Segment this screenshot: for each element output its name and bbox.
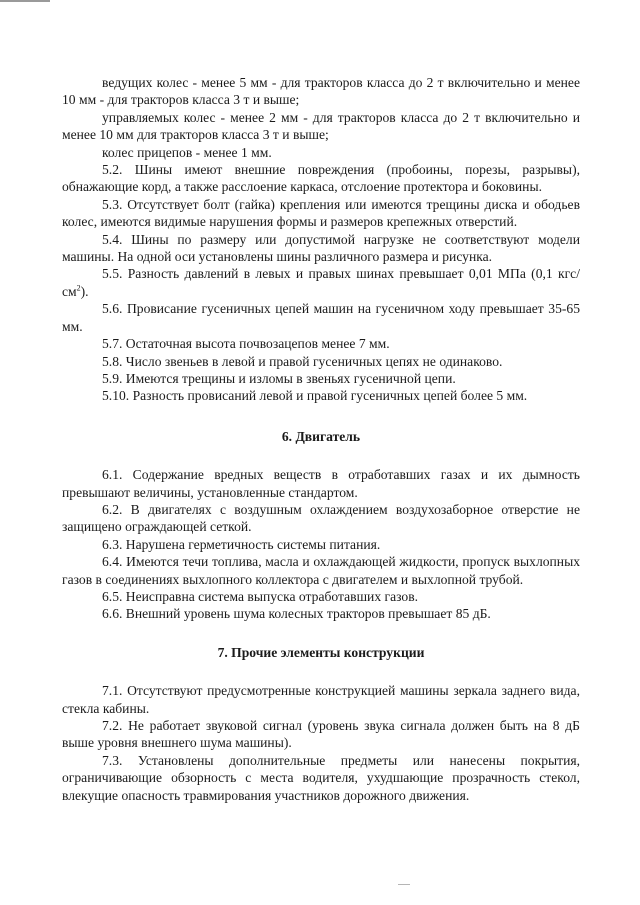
paragraph-5-2: 5.2. Шины имеют внешние повреждения (пробоины, порезы, разрывы), обнажающие корд, а также расслоение каркаса, отслоение протектора и боковины. — [62, 162, 580, 195]
section-heading-engine: 6. Двигатель — [281, 428, 361, 444]
paragraph-5-4: 5.4. Шины по размеру или допустимой нагрузке не соответствуют модели машины. На одной оси установлены шины различного размера и рисунка. — [62, 231, 580, 265]
paragraph-6-2: 6.2. В двигателях с воздушным охлаждением воздухозаборное отверстие не защищено ограждающей сеткой. — [62, 501, 580, 535]
superscript-2: 2 — [76, 283, 81, 293]
paragraph-5-5-text: 5.5. Разность давлений в левых и правых шинах превышает 0,01 МПа (0,1 кгс/см — [62, 266, 580, 299]
section-heading-other-elements: 7. Прочие элементы конструкции — [217, 644, 425, 660]
paragraph-5-5 — [62, 265, 580, 300]
paragraph-5-3: 5.3. Отсутствует болт (гайка) крепления или имеются трещины диска и ободьев колес, имеются видимые нарушения формы и размеров крепежных отверстий. — [62, 196, 580, 230]
paragraph-6-6: 6.6. Внешний уровень шума колесных тракторов превышает 85 дБ. — [102, 606, 491, 622]
paragraph-7-2: 7.2. Не работает звуковой сигнал (уровень звука сигнала должен быть на 8 дБ выше уровня внешнего шума машины). — [62, 718, 580, 751]
paragraph-6-3: 6.3. Нарушена герметичность системы питания. — [102, 536, 381, 552]
scan-edge-mark — [0, 0, 50, 2]
paragraph-7-3: 7.3. Установлены дополнительные предметы или нанесены покрытия, ограничивающие обзорность с места водителя, ухудшающие прозрачность стекол, влекущие опасность травмирования участников дорожного движения. — [62, 752, 580, 803]
paragraph-6-5: 6.5. Неисправна система выпуска отработавших газов. — [102, 588, 419, 604]
paragraph-5-5-end: ). — [80, 283, 89, 299]
paragraph-steered-wheels: управляемых колес - менее 2 мм - для тракторов класса до 2 т включительно и менее 10 мм для тракторов класса 3 т и выше; — [62, 109, 580, 143]
paragraph-6-4: 6.4. Имеются течи топлива, масла и охлаждающей жидкости, пропуск выхлопных газов в соединениях выхлопного коллектора с двигателем и выхлопной трубой. — [62, 554, 580, 587]
paragraph-5-7: 5.7. Остаточная высота почвозацепов менее 7 мм. — [102, 336, 390, 352]
scan-footer-mark — [398, 884, 410, 885]
paragraph-5-6: 5.6. Провисание гусеничных цепей машин на гусеничном ходу превышает 35-65 мм. — [62, 301, 580, 334]
paragraph-6-1: 6.1. Содержание вредных веществ в отработавших газах и их дымность превышают величины, установленные стандартом. — [62, 467, 580, 500]
paragraph-trailer-wheels: колес прицепов - менее 1 мм. — [102, 144, 272, 160]
paragraph-5-9: 5.9. Имеются трещины и изломы в звеньях гусеничной цепи. — [102, 370, 456, 386]
paragraph-drive-wheels: ведущих колес - менее 5 мм - для тракторов класса до 2 т включительно и менее 10 мм - для тракторов класса 3 т и выше; — [62, 75, 580, 108]
paragraph-5-10: 5.10. Разность провисаний левой и правой гусеничных цепей более 5 мм. — [102, 388, 528, 404]
paragraph-7-1: 7.1. Отсутствуют предусмотренные конструкцией машины зеркала заднего вида, стекла кабины. — [62, 683, 580, 716]
document-page — [62, 74, 580, 804]
paragraph-5-8: 5.8. Число звеньев в левой и правой гусеничных цепях не одинаково. — [102, 353, 503, 369]
